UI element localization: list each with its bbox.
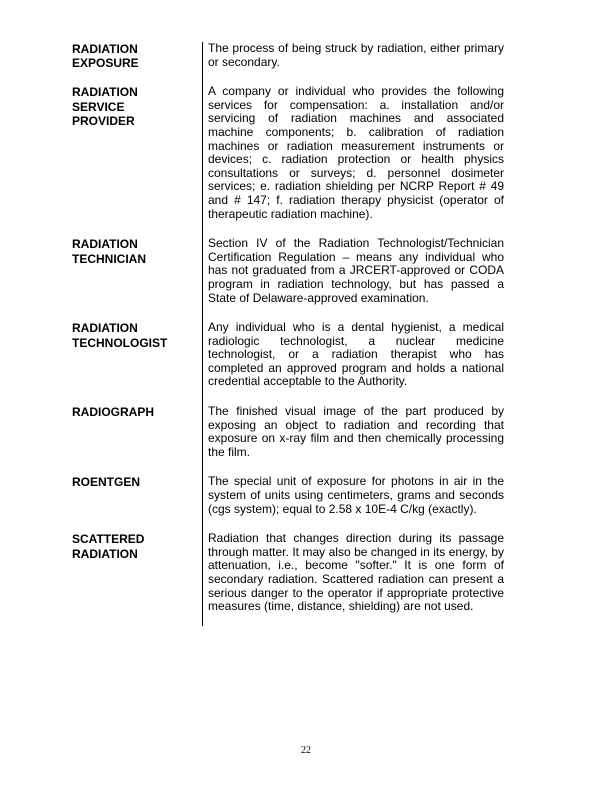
glossary-entry-radiograph <box>72 405 504 459</box>
glossary-term: RADIATION TECHNOLOGIST <box>72 321 168 350</box>
glossary-entry-radiation-exposure <box>72 42 504 69</box>
glossary-definition: Radiation that changes direction during its passage through matter. It may also be changed in its energy, by attenuation, i.e., become "softer." It is one form of secondary radiation. Scattered radiation can present a serious danger to the operator if appropriate protective measures (time, distance, shielding) are not used. <box>208 531 504 614</box>
glossary-definition: Any individual who is a dental hygienist, a medical radiologic technologist, a nuclear medicine technologist, or a radiation therapist who has completed an approved program and holds a national credential acceptable to the Authority. <box>208 320 504 389</box>
glossary-definition: The process of being struck by radiation, either primary or secondary. <box>208 41 504 69</box>
glossary-definition: Section IV of the Radiation Technologist/Technician Certification Regulation – means any individual who has not graduated from a JRCERT-approved or CODA program in radiation technology, but has passed a State of Delaware-approved examination. <box>208 236 504 305</box>
glossary-entry-radiation-service-provider <box>72 85 504 221</box>
glossary-term: ROENTGEN <box>72 475 141 490</box>
glossary-definition: The special unit of exposure for photons in air in the system of units using centimeters, grams and seconds (cgs system); equal to 2.58 x 10E-4 C/kg (exactly). <box>208 474 504 516</box>
glossary-term: SCATTERED RADIATION <box>72 532 145 561</box>
glossary-term: RADIATION SERVICE PROVIDER <box>72 85 138 128</box>
glossary-table <box>72 42 504 614</box>
glossary-term: RADIATION EXPOSURE <box>72 42 139 71</box>
glossary-entry-roentgen <box>72 475 504 516</box>
page-number: 22 <box>301 745 311 756</box>
glossary-entry-radiation-technician <box>72 237 504 305</box>
glossary-term: RADIATION TECHNICIAN <box>72 237 146 266</box>
glossary-entry-radiation-technologist <box>72 321 504 389</box>
glossary-definition: The finished visual image of the part produced by exposing an object to radiation and recording that exposure on x-ray film and then chemically processing the film. <box>208 404 504 459</box>
glossary-definition: A company or individual who provides the following services for compensation: a. installation and/or servicing of radiation machines and associated machine components; b. calibration of radiation machines or radiation measurement instruments or devices; c. radiation protection or health physics consultations or surveys; d. personnel dosimeter services; e. radiation shielding per NCRP Report # 49 and # 147; f. radiation therapy physicist (operator of therapeutic radiation machine). <box>208 84 504 221</box>
glossary-term: RADIOGRAPH <box>72 405 155 420</box>
glossary-entry-scattered-radiation <box>72 532 504 614</box>
